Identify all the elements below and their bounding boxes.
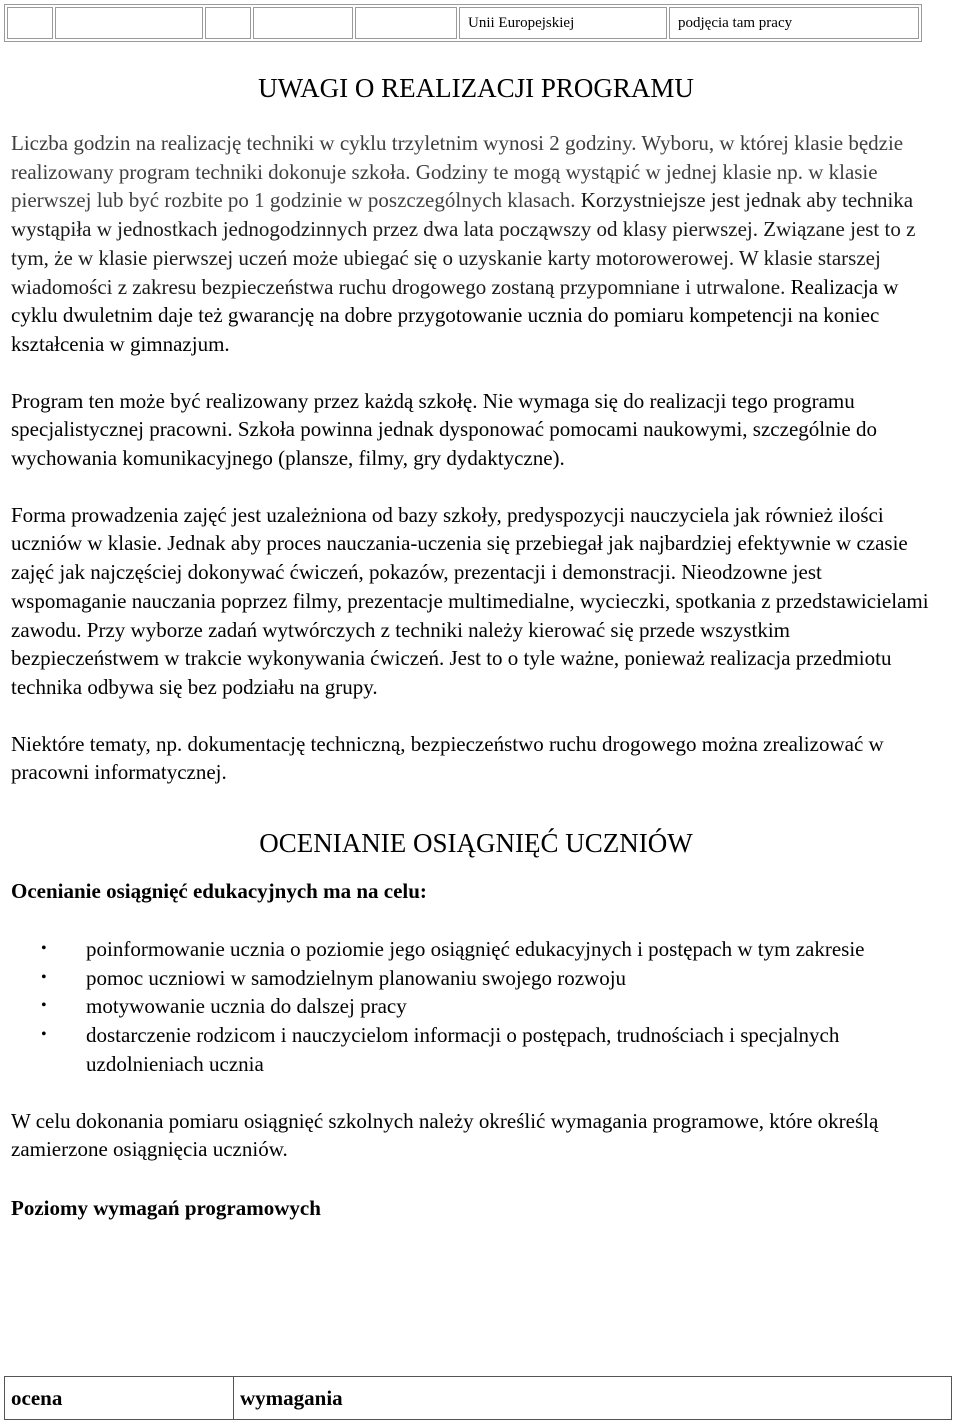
list-item: [11, 964, 941, 993]
bullet-icon: •: [41, 968, 47, 986]
header-cell: [355, 7, 457, 39]
paragraph-requirements: W celu dokonania pomiaru osiągnięć szkolnych należy określić wymagania programowe, które określą zamierzone osiągnięcia uczniów.: [11, 1108, 879, 1162]
list-item-text: pomoc uczniowi w samodzielnym planowaniu swojego rozwoju: [86, 965, 627, 990]
list-item: [11, 935, 941, 964]
paragraph-hours: [11, 129, 941, 359]
header-cell: [205, 7, 251, 39]
bullet-icon: •: [41, 997, 47, 1015]
header-cell: Unii Europejskiej: [459, 7, 667, 39]
list-item-text: poinformowanie ucznia o poziomie jego osiągnięć edukacyjnych i postępach w tym zakresie: [86, 937, 865, 962]
paragraph-hours-part-c: Realizacja w cyklu dwuletnim daje też gwarancję na dobre przygotowanie ucznia do pomiaru kompetencji na koniec kształcenia w gimnazjum.: [11, 274, 899, 356]
list-item: [11, 992, 941, 1021]
levels-table: [4, 1376, 952, 1420]
list-item-text: dostarczenie rodzicom i nauczycielom informacji o postępach, trudnościach i specjalnych uzdolnieniach ucznia: [86, 1023, 840, 1076]
levels-col-wymagania: wymagania: [234, 1377, 952, 1420]
list-item-text: motywowanie ucznia do dalszej pracy: [86, 994, 407, 1019]
header-cell: podjęcia tam pracy: [669, 7, 919, 39]
list-item: [11, 1021, 941, 1078]
paragraph-school: Program ten może być realizowany przez każdą szkołę. Nie wymaga się do realizacji tego programu specjalistycznej pracowni. Szkoła powinna jednak dysponować pomocami naukowymi, szczególnie do wychowania komunikacyjnego (plansze, filmy, gry dydaktyczne).: [11, 388, 878, 471]
document-body: [11, 68, 941, 1222]
paragraph-hours-part-a: Liczba godzin na realizację techniki w cyklu trzyletnim wynosi 2 godziny. Wyboru, w której klasie będzie realizowany program techniki dokonuje szkoła. Godziny te mogą wystąpić w jednej klasie np. w klasie pierwszej lub być rozbite po 1 godzinie w poszczególnych klasach.: [11, 131, 904, 213]
header-table-row: [7, 7, 919, 39]
header-cell: [55, 7, 203, 39]
levels-heading: Poziomy wymagań programowych: [11, 1195, 321, 1220]
paragraph-topics: Niektóre tematy, np. dokumentację techniczną, bezpieczeństwo ruchu drogowego można zrealizować w pracowni informatycznej.: [11, 731, 884, 785]
levels-col-ocena: ocena: [5, 1377, 234, 1420]
paragraph-form: Forma prowadzenia zajęć jest uzależniona od bazy szkoły, predyspozycji nauczyciela jak również ilości uczniów w klasie. Jednak aby proces nauczania-uczenia się przebiegał jak najbardziej efektywnie w czasie zajęć jak najczęściej dokonywać ćwiczeń, pokazów, prezentacji i demonstracji. Nieodzowne jest wspomaganie nauczania poprzez filmy, prezentacje multimedialne, wycieczki, spotkania z przedstawicielami zawodu. Przy wyborze zadań wytwórczych z techniki należy kierować się przede wszystkim bezpieczeństwem w trakcie wykonywania ćwiczeń. Jest to o tyle ważne, ponieważ realizacja przedmiotu technika odbywa się bez podziału na grupy.: [11, 502, 929, 699]
goals-heading: Ocenianie osiągnięć edukacyjnych ma na celu:: [11, 879, 427, 904]
section-title-realizacja: UWAGI O REALIZACJI PROGRAMU: [258, 73, 694, 103]
bullet-icon: •: [41, 940, 47, 958]
levels-table-header-row: [5, 1377, 952, 1420]
goals-list: [11, 935, 941, 1079]
header-cell: [253, 7, 353, 39]
header-table: [4, 4, 922, 42]
bullet-icon: •: [41, 1026, 47, 1044]
section-title-ocenianie: OCENIANIE OSIĄGNIĘĆ UCZNIÓW: [259, 828, 693, 859]
header-cell: [7, 7, 53, 39]
paragraph-hours-part-b: Korzystniejsze jest jednak aby technika wystąpiła w jednostkach jednogodzinnych przez dwa lata począwszy od klasy pierwszej. Związane jest to z tym, że w klasie pierwszej uczeń może ubiegać się o uzyskanie karty motorowerowej. W klasie starszej wiadomości z zakresu bezpieczeństwa ruchu drogowego zostaną przypomniane i utrwalone.: [11, 188, 916, 299]
